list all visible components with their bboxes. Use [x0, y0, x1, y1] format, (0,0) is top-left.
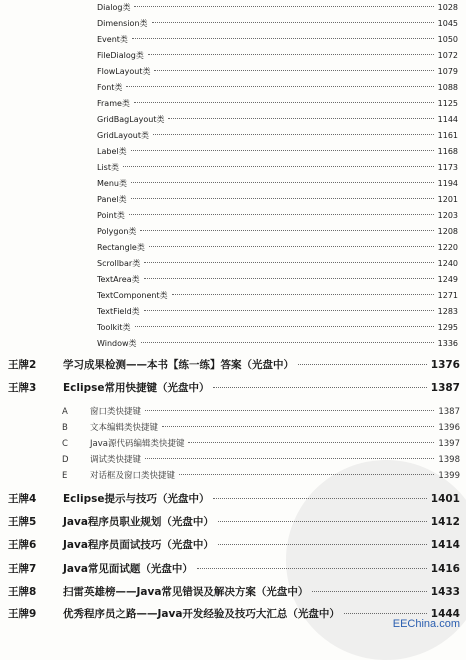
entry-page: 1088: [437, 83, 458, 92]
toc-sub-entry[interactable]: [97, 194, 458, 206]
section-letter: E: [62, 471, 68, 481]
entry-page: 1295: [437, 323, 458, 332]
entry-title: Point类: [97, 211, 125, 220]
toc-sub-entry[interactable]: [97, 18, 458, 30]
toc-appendix-entry[interactable]: [8, 380, 460, 398]
toc-sub-entry[interactable]: [97, 114, 458, 126]
entry-page: 1208: [437, 227, 458, 236]
dot-leader: [131, 182, 434, 183]
appendix-page: 1401: [430, 493, 460, 505]
dot-leader: [144, 262, 433, 263]
toc-sub-entry[interactable]: [97, 258, 458, 270]
section-letter: D: [62, 455, 69, 465]
entry-title: Panel类: [97, 195, 127, 204]
dot-leader: [144, 310, 434, 311]
watermark-seal: [286, 460, 466, 660]
entry-page: 1194: [437, 179, 458, 188]
dot-leader: [168, 118, 433, 119]
dot-leader: [145, 458, 434, 459]
entry-page: 1050: [437, 35, 458, 44]
entry-page: 1240: [437, 259, 458, 268]
dot-leader: [218, 544, 427, 545]
toc-sub-entry[interactable]: [97, 50, 458, 62]
dot-leader: [197, 568, 427, 569]
appendix-title: Java常见面试题（光盘中）: [63, 563, 193, 575]
toc-sub-entry[interactable]: [97, 2, 458, 14]
dot-leader: [162, 426, 434, 427]
toc-section-entry[interactable]: [62, 453, 460, 467]
watermark-logo: EEChina.com: [392, 618, 460, 630]
toc-appendix-entry[interactable]: [8, 561, 460, 579]
section-letter: B: [62, 423, 68, 433]
entry-title: Dimension类: [97, 19, 148, 28]
toc-appendix-entry[interactable]: [8, 491, 460, 509]
entry-page: 1271: [437, 291, 458, 300]
toc-sub-entry[interactable]: [97, 274, 458, 286]
dot-leader: [154, 70, 433, 71]
dot-leader: [131, 150, 434, 151]
toc-section-entry[interactable]: [62, 437, 460, 451]
entry-title: Polygon类: [97, 227, 137, 236]
appendix-page: 1412: [430, 516, 460, 528]
dot-leader: [145, 410, 434, 411]
dot-leader: [134, 102, 434, 103]
entry-title: FlowLayout类: [97, 67, 151, 76]
entry-page: 1249: [437, 275, 458, 284]
section-page: 1396: [438, 423, 460, 433]
appendix-label: 王牌9: [8, 608, 37, 620]
appendix-title: Eclipse提示与技巧（光盘中）: [63, 493, 210, 505]
dot-leader: [213, 387, 426, 388]
toc-sub-entry[interactable]: [97, 66, 458, 78]
entry-title: Font类: [97, 83, 123, 92]
dot-leader: [149, 246, 434, 247]
appendix-title: Java程序员职业规划（光盘中）: [63, 516, 214, 528]
toc-sub-entry[interactable]: [97, 178, 458, 190]
appendix-title: Java程序员面试技巧（光盘中）: [63, 539, 214, 551]
appendix-label: 王牌4: [8, 493, 37, 505]
appendix-page: 1444: [430, 608, 460, 620]
entry-title: Window类: [97, 339, 137, 348]
dot-leader: [312, 591, 426, 592]
entry-page: 1028: [437, 3, 458, 12]
entry-title: FileDialog类: [97, 51, 144, 60]
toc-sub-entry[interactable]: [97, 338, 458, 350]
toc-sub-entry[interactable]: [97, 146, 458, 158]
entry-title: Rectangle类: [97, 243, 145, 252]
dot-leader: [218, 521, 427, 522]
entry-page: 1336: [437, 339, 458, 348]
toc-sub-entry[interactable]: [97, 242, 458, 254]
toc-section-entry[interactable]: [62, 469, 460, 483]
appendix-page: 1433: [430, 586, 460, 598]
appendix-page: 1416: [430, 563, 460, 575]
appendix-label: 王牌2: [8, 359, 37, 371]
entry-title: TextComponent类: [97, 291, 168, 300]
entry-page: 1168: [437, 147, 458, 156]
entry-title: Menu类: [97, 179, 127, 188]
section-title: 文本编辑类快捷键: [90, 423, 159, 433]
toc-appendix-entry[interactable]: [8, 584, 460, 602]
section-title: 对话框及窗口类快捷键: [90, 471, 176, 481]
entry-title: Dialog类: [97, 3, 131, 12]
toc-sub-entry[interactable]: [97, 34, 458, 46]
dot-leader: [135, 326, 434, 327]
dot-leader: [132, 38, 434, 39]
appendix-label: 王牌6: [8, 539, 37, 551]
entry-title: TextArea类: [97, 275, 140, 284]
toc-sub-entry[interactable]: [97, 290, 458, 302]
appendix-page: 1414: [430, 539, 460, 551]
section-page: 1397: [438, 439, 460, 449]
section-page: 1387: [438, 407, 460, 417]
dot-leader: [123, 166, 434, 167]
dot-leader: [126, 86, 433, 87]
entry-title: TextField类: [97, 307, 140, 316]
toc-appendix-entry[interactable]: [8, 357, 460, 375]
dot-leader: [152, 22, 434, 23]
appendix-title: 扫雷英雄榜——Java常见错误及解决方案（光盘中）: [63, 586, 309, 598]
toc-appendix-entry[interactable]: [8, 537, 460, 555]
section-letter: C: [62, 439, 68, 449]
dot-leader: [144, 278, 434, 279]
dot-leader: [213, 498, 426, 499]
dot-leader: [140, 230, 433, 231]
dot-leader: [188, 442, 434, 443]
entry-title: GridBagLayout类: [97, 115, 165, 124]
entry-title: Frame类: [97, 99, 130, 108]
entry-page: 1079: [437, 67, 458, 76]
appendix-page: 1387: [430, 382, 460, 394]
toc-sub-entry[interactable]: [97, 226, 458, 238]
section-letter: A: [62, 407, 68, 417]
section-title: Java源代码编辑类快捷键: [90, 439, 185, 449]
section-page: 1398: [438, 455, 460, 465]
dot-leader: [141, 342, 434, 343]
toc-sub-entry[interactable]: [97, 82, 458, 94]
appendix-title: 学习成果检测——本书【练一练】答案（光盘中）: [63, 359, 294, 371]
toc-section-entry[interactable]: [62, 421, 460, 435]
appendix-label: 王牌7: [8, 563, 37, 575]
entry-page: 1072: [437, 51, 458, 60]
appendix-label: 王牌3: [8, 382, 37, 394]
appendix-title: Eclipse常用快捷键（光盘中）: [63, 382, 210, 394]
entry-page: 1220: [437, 243, 458, 252]
entry-title: Toolkit类: [97, 323, 131, 332]
toc-section-entry[interactable]: [62, 405, 460, 419]
dot-leader: [179, 474, 434, 475]
appendix-title: 优秀程序员之路——Java开发经验及技巧大汇总（光盘中）: [63, 608, 340, 620]
dot-leader: [134, 6, 433, 7]
entry-page: 1161: [437, 131, 458, 140]
entry-page: 1045: [437, 19, 458, 28]
entry-page: 1283: [437, 307, 458, 316]
entry-title: List类: [97, 163, 119, 172]
toc-sub-entry[interactable]: [97, 322, 458, 334]
section-page: 1399: [438, 471, 460, 481]
dot-leader: [148, 54, 434, 55]
dot-leader: [344, 613, 427, 614]
appendix-label: 王牌5: [8, 516, 37, 528]
entry-title: Label类: [97, 147, 127, 156]
section-title: 窗口类快捷键: [90, 407, 142, 417]
entry-page: 1203: [437, 211, 458, 220]
appendix-label: 王牌8: [8, 586, 37, 598]
appendix-page: 1376: [430, 359, 460, 371]
entry-page: 1144: [437, 115, 458, 124]
dot-leader: [298, 364, 427, 365]
toc-appendix-entry[interactable]: [8, 514, 460, 532]
toc-sub-entry[interactable]: [97, 306, 458, 318]
dot-leader: [129, 214, 434, 215]
entry-page: 1173: [437, 163, 458, 172]
toc-sub-entry[interactable]: [97, 210, 458, 222]
dot-leader: [153, 134, 434, 135]
entry-title: Scrollbar类: [97, 259, 141, 268]
entry-title: GridLayout类: [97, 131, 149, 140]
toc-sub-entry[interactable]: [97, 130, 458, 142]
section-title: 调试类快捷键: [90, 455, 142, 465]
dot-leader: [131, 198, 434, 199]
toc-sub-entry[interactable]: [97, 162, 458, 174]
entry-page: 1125: [437, 99, 458, 108]
entry-title: Event类: [97, 35, 128, 44]
dot-leader: [172, 294, 434, 295]
toc-sub-entry[interactable]: [97, 98, 458, 110]
entry-page: 1201: [437, 195, 458, 204]
